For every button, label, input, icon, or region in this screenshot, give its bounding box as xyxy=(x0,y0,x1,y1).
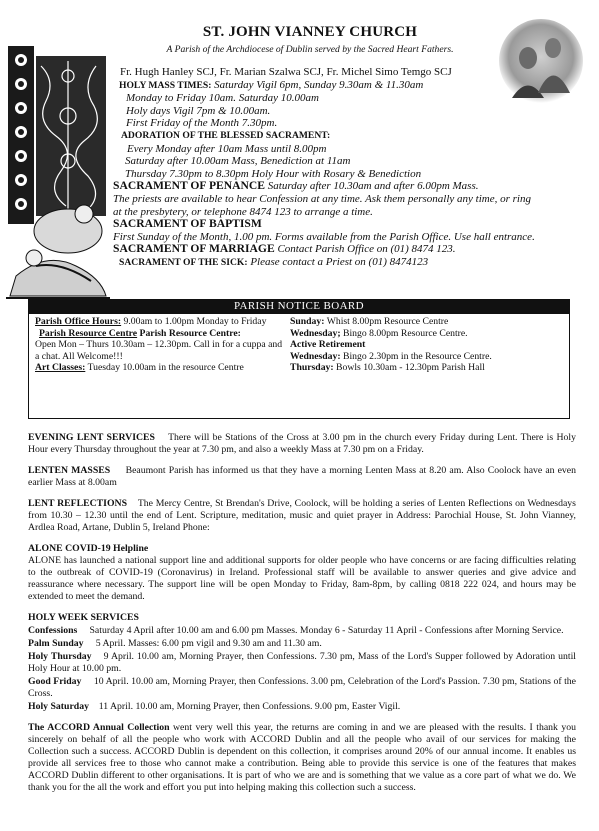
lent-reflections-text: The Mercy Centre, St Brendan's Drive, Coolock, will be holding a series of Lenten Reflections on Wednesdays from 10.30 – 12.30 until the end of Lent. Scripture, meditation, music and quiet prayer in Address: Parochial House, St. John Vianney, Ardlea Road, Artane, Dublin 5, Ireland Phone: xyxy=(28,498,576,533)
good-friday-text: 10 April. 10.00 am, Morning Prayer, then Confessions. 3.00 pm, Celebration of the Lord's Passion. 7.30 pm, Stations of the Cross. xyxy=(28,676,577,699)
holy-mass-label: HOLY MASS TIMES: xyxy=(119,79,212,91)
holy-thursday-label: Holy Thursday xyxy=(28,651,92,662)
sunday-text: Whist 8.00pm Resource Centre xyxy=(326,316,449,327)
active-wednesday-entry xyxy=(290,351,566,363)
good-friday-label: Good Friday xyxy=(28,676,82,687)
mass-line-2: Holy days Vigil 7pm & 10.00am. xyxy=(126,104,271,117)
lenten-masses-label: LENTEN MASSES xyxy=(28,465,111,476)
resource-centre-label-2: Parish Resource Centre: xyxy=(139,327,241,339)
active-wednesday-text: Bingo 2.30pm in the Resource Centre. xyxy=(343,350,492,362)
office-hours-text: 9.00am to 1.00pm Monday to Friday xyxy=(123,316,267,327)
confessions-label: Confessions xyxy=(28,625,78,636)
adoration-line-2: Saturday after 10.00am Mass, Benediction at 11am xyxy=(125,155,351,168)
lent-reflections-label: LENT REFLECTIONS xyxy=(28,498,128,509)
resource-centre-label: Parish Resource Centre xyxy=(39,327,138,339)
lenten-masses-paragraph xyxy=(28,465,576,489)
notice-board xyxy=(28,313,570,419)
accord-text: went very well this year, the returns are coming in and we are pleased with the results. I thank you sincerely on behalf of all the people who work with ACCORD Dublin and all the people who avail of our services for making the Collection such a success. ACCORD Dublin is dependent on this collection, it comprises around 20% of our annual income. It enables us provide all services free to those who cannot make a contribution. Being able to provide this service is one of the features that makes ACCORD Dublin different to other organisations. It is part of who we are and is something that we value as a core part of what we do. We thank you for the all the work and effort you put into helping making this collection such a success. xyxy=(28,722,576,793)
lent-services-paragraph xyxy=(28,432,576,456)
marriage-text: Contact Parish Office on (01) 8474 123. xyxy=(277,243,456,256)
mass-line-1: Monday to Friday 10am. Saturday 10.00am xyxy=(126,92,319,105)
pieta-engraving-image xyxy=(6,46,110,302)
office-hours-entry xyxy=(35,316,285,328)
adoration-line-3: Thursday 7.30pm to 8.30pm Holy Hour with Rosary & Benediction xyxy=(125,167,422,180)
notice-board-left-column xyxy=(35,316,285,374)
sick-label: SACRAMENT OF THE SICK: xyxy=(119,256,248,268)
sick-text: Please contact a Priest on (01) 8474123 xyxy=(250,255,429,268)
active-wednesday-label: Wednesday: xyxy=(290,350,341,362)
priests-line: Fr. Hugh Hanley SCJ, Fr. Marian Szalwa SCJ, Fr. Michel Simo Temgo SCJ xyxy=(120,66,452,78)
adoration-line-1: Every Monday after 10am Mass until 8.00pm xyxy=(127,142,327,155)
holy-thursday-entry xyxy=(28,651,576,675)
lenten-masses-text: Beaumont Parish has informed us that they have a morning Lenten Mass at 8.20 am. Also Coolock have an even earlier Mass at 8.00am xyxy=(28,465,577,488)
palm-sunday-text: 5 April. Masses: 6.00 pm vigil and 9.30 am and 11.30 am. xyxy=(95,638,322,649)
notice-board-right-column xyxy=(290,316,566,374)
mass-times-block xyxy=(111,66,595,270)
adoration-label: ADORATION OF THE BLESSED SACRAMENT: xyxy=(121,129,331,141)
wednesday-label: Wednesday; xyxy=(290,327,341,339)
baptism-text: First Sunday of the Month, 1.00 pm. Forms available from the Parish Office. Use hall entrance. xyxy=(113,230,535,243)
penance-line xyxy=(111,180,595,193)
notice-board-title: PARISH NOTICE BOARD xyxy=(28,299,570,313)
active-retirement-heading: Active Retirement xyxy=(290,339,366,351)
lent-services-label: EVENING LENT SERVICES xyxy=(28,432,155,443)
art-classes-label: Art Classes: xyxy=(35,362,86,374)
alone-paragraph xyxy=(28,543,576,603)
holy-mass-text: Saturday Vigil 6pm, Sunday 9.30am & 11.30am xyxy=(214,78,424,91)
thursday-entry xyxy=(290,362,566,374)
holy-thursday-text: 9 April. 10.00 am, Morning Prayer, then Confessions. 7.30 pm, Mass of the Lord's Supper followed by Adoration until Holy Hour at 10.00 pm. xyxy=(28,651,576,674)
holy-mass-line xyxy=(111,79,595,93)
church-title: ST. JOHN VIANNEY CHURCH xyxy=(202,24,418,40)
confessions-text: Saturday 4 April after 10.00 am and 6.00 pm Masses. Monday 6 - Saturday 11 April - Confessions after Morning Service. xyxy=(89,625,564,636)
art-classes-entry xyxy=(35,362,285,374)
marriage-line xyxy=(111,243,595,256)
penance-text: Saturday after 10.30am and after 6.00pm Mass. xyxy=(267,180,479,193)
office-hours-label: Parish Office Hours: xyxy=(35,316,122,327)
accord-paragraph xyxy=(28,722,576,794)
holy-saturday-text: 11 April. 10.00 am, Morning Prayer, then Confessions. 9.00 pm, Easter Vigil. xyxy=(98,701,401,712)
art-classes-text: Tuesday 10.00am in the resource Centre xyxy=(87,362,244,374)
mass-line-3: First Friday of the Month 7.30pm. xyxy=(126,117,278,130)
bulletin-body xyxy=(28,432,576,803)
holy-week-heading: HOLY WEEK SERVICES xyxy=(28,612,139,623)
alone-heading: ALONE COVID-19 Helpline xyxy=(28,543,149,554)
penance-more-1: The priests are available to hear Confession at any time. Ask them personally any time, or ring xyxy=(113,192,531,205)
wednesday-entry xyxy=(290,328,566,340)
resource-centre-heading xyxy=(35,328,285,340)
lent-reflections-paragraph xyxy=(28,498,576,534)
alone-text: ALONE has launched a national support line and additional supports for older people who have concerns or are facing difficulties relating to the outbreak of COVID-19 (Coronavirus) in Ireland. Professional staff will be available to answer queries and give advice and reassurance where necessary. The support line will be open Monday to Friday, 8am-8pm, by calling 0818 222 024, and hours may be extended to meet the demand. xyxy=(28,555,576,602)
thursday-label: Thursday: xyxy=(290,362,334,374)
accord-label: The ACCORD Annual Collection xyxy=(28,722,170,733)
marriage-label: SACRAMENT OF MARRIAGE xyxy=(113,242,275,256)
sunday-label: Sunday: xyxy=(290,316,325,327)
thursday-text: Bowls 10.30am - 12.30pm Parish Hall xyxy=(336,362,485,374)
resource-centre-text: Open Mon – Thurs 10.30am – 12.30pm. Call in for a cuppa and a chat. All Welcome!!! xyxy=(35,339,283,362)
wednesday-text: Bingo 8.00pm Resource Centre. xyxy=(343,327,468,339)
good-friday-entry xyxy=(28,676,576,700)
sunday-entry xyxy=(290,316,566,328)
baptism-label: SACRAMENT OF BAPTISM xyxy=(113,217,262,231)
palm-sunday-label: Palm Sunday xyxy=(28,638,84,649)
confessions-entry xyxy=(28,625,576,637)
palm-sunday-entry xyxy=(28,638,576,650)
holy-saturday-label: Holy Saturday xyxy=(28,701,89,712)
penance-more-2: at the presbytery, or telephone 8474 123 to arrange a time. xyxy=(113,205,373,218)
lent-services-text: There will be Stations of the Cross at 3.00 pm in the church every Friday during Lent. There is Holy Hour every Thursday throughout the year at 7.30 pm, and also a weekly Mass at 7.30 pm on a Friday. xyxy=(28,432,577,455)
holy-saturday-entry xyxy=(28,701,576,713)
church-subtitle: A Parish of the Archdiocese of Dublin served by the Sacred Heart Fathers. xyxy=(166,44,454,55)
penance-label: SACRAMENT OF PENANCE xyxy=(113,179,266,193)
sick-line xyxy=(111,256,595,270)
